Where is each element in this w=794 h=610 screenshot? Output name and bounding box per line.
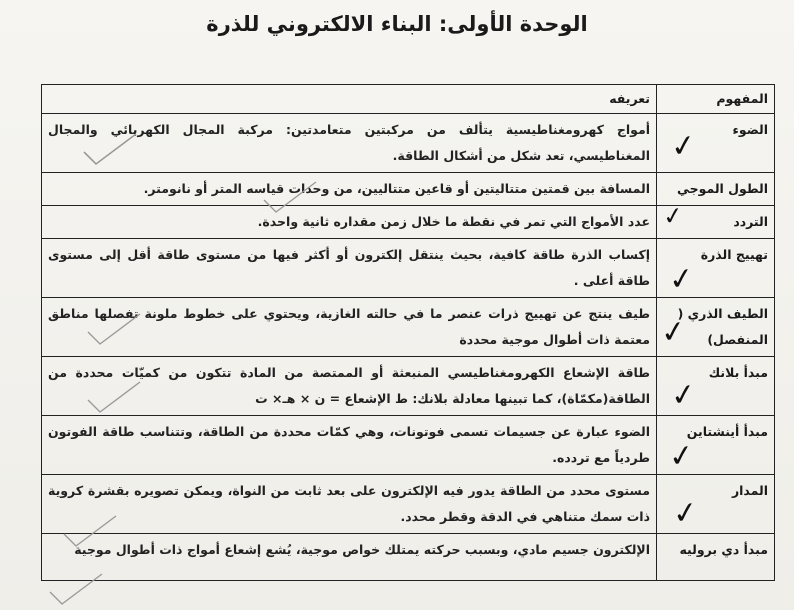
term-label: الطيف الذري ( المنفصل) bbox=[677, 306, 768, 347]
check-mark-icon: ✓ bbox=[661, 200, 685, 232]
check-mark-icon: ✓ bbox=[668, 127, 699, 166]
term-label: تهييج الذرة bbox=[700, 247, 768, 262]
term-label: المدار bbox=[731, 483, 768, 498]
term-label: مبدأ دي بروليه bbox=[679, 542, 768, 557]
check-mark-icon: ✓ bbox=[668, 376, 699, 415]
term-label: مبدأ أينشتاين bbox=[686, 424, 768, 439]
term-cell bbox=[657, 534, 775, 581]
definition-cell: مستوى محدد من الطاقة يدور فيه الإلكترون على بعد ثابت من النواة، ويمكن تصويره بقشرة كروية ذات سمك متناهي في الدقة وقطر محدد. bbox=[42, 475, 657, 534]
header-term: المفهوم bbox=[657, 85, 775, 114]
term-cell bbox=[657, 173, 775, 206]
page-title: الوحدة الأولى: البناء الالكتروني للذرة bbox=[206, 12, 588, 36]
definition-cell: الإلكترون جسيم مادي، وبسبب حركته يمتلك خواص موجية، يُشع إشعاع أمواج ذات أطوال موجية bbox=[42, 534, 657, 581]
term-label: التردد bbox=[733, 214, 768, 229]
term-cell bbox=[657, 357, 775, 416]
definition-cell: أمواج كهرومغناطيسية يتألف من مركبتين متعامدتين: مركبة المجال الكهربائي والمجال المغناطيسي، تعد شكل من أشكال الطاقة. bbox=[42, 114, 657, 173]
definition-cell: المسافة بين قمتين متتاليتين أو قاعين متتاليين، من وحدات قياسه المتر أو نانومتر. bbox=[42, 173, 657, 206]
term-cell bbox=[657, 416, 775, 475]
term-cell bbox=[657, 298, 775, 357]
term-cell bbox=[657, 114, 775, 173]
term-label: مبدأ بلانك bbox=[708, 365, 768, 380]
table-row bbox=[42, 357, 775, 416]
table-row bbox=[42, 173, 775, 206]
table-row bbox=[42, 475, 775, 534]
definition-cell: عدد الأمواج التي تمر في نقطة ما خلال زمن مقداره ثانية واحدة. bbox=[42, 206, 657, 239]
definition-cell: الضوء عبارة عن جسيمات تسمى فوتونات، وهي كمّات محددة من الطاقة، وتتناسب طاقة الفوتون طردياً مع تردده. bbox=[42, 416, 657, 475]
table-header-row bbox=[42, 85, 775, 114]
check-mark-icon: ✓ bbox=[666, 260, 697, 299]
check-mark-icon: ✓ bbox=[666, 437, 697, 476]
definition-cell: طاقة الإشعاع الكهرومغناطيسي المنبعثة أو الممتصة من المادة تتكون من كميّات محددة من الطاقة(مكمّاة)، كما تبينها معادلة بلانك: ط الإشعاع = ن × هـ× ت bbox=[42, 357, 657, 416]
table-row bbox=[42, 298, 775, 357]
table-row bbox=[42, 416, 775, 475]
definition-cell: إكساب الذرة طاقة كافية، بحيث ينتقل إلكترون أو أكثر فيها من مستوى طاقة أقل إلى مستوى طاقة أعلى . bbox=[42, 239, 657, 298]
term-cell bbox=[657, 475, 775, 534]
table-row bbox=[42, 239, 775, 298]
definition-cell: طيف ينتج عن تهييج ذرات عنصر ما في حالته الغازية، ويحتوي على خطوط ملونة تفصلها مناطق معتمة ذات أطوال موجية محددة bbox=[42, 298, 657, 357]
check-mark-icon: ✓ bbox=[670, 494, 701, 533]
table-row bbox=[42, 114, 775, 173]
table-row bbox=[42, 534, 775, 581]
header-definition: تعريفه bbox=[42, 85, 657, 114]
term-label: الضوء bbox=[732, 122, 768, 137]
term-label: الطول الموجي bbox=[676, 181, 768, 196]
check-mark-icon: ✓ bbox=[658, 313, 689, 352]
term-cell bbox=[657, 200, 775, 239]
term-cell bbox=[657, 239, 775, 298]
table-row bbox=[42, 206, 775, 239]
definitions-table bbox=[41, 84, 775, 581]
